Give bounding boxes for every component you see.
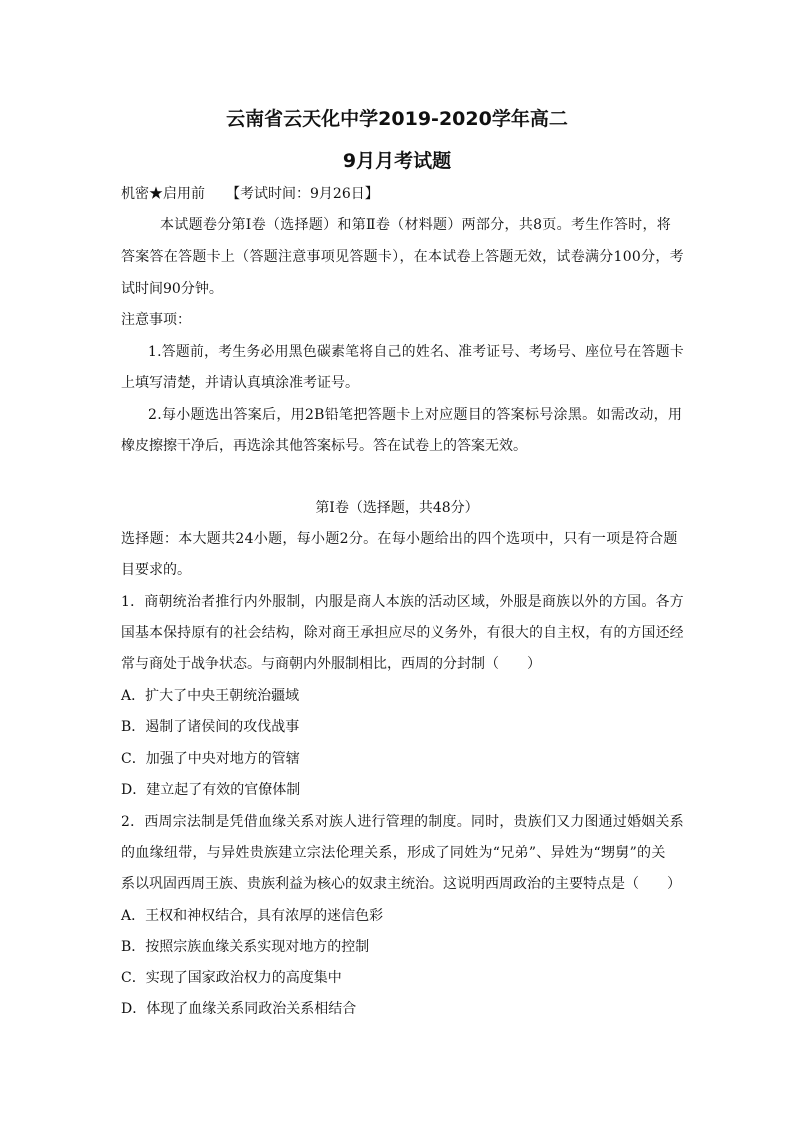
intro-line-2: 答案答在答题卡上（答题注意事项见答题卡），在本试卷上答题无效，试卷满分100分，考 bbox=[121, 249, 684, 265]
question-1-line-3: 常与商处于战争状态。与商朝内外服制相比，西周的分封制（ ） bbox=[121, 656, 541, 672]
question-1-option-c: C．加强了中央对地方的管辖 bbox=[121, 751, 300, 767]
question-2-line-1: 2．西周宗法制是凭借血缘关系对族人进行管理的制度。同时，贵族们又力图通过婚姻关系 bbox=[121, 814, 684, 830]
notice-item1-line2: 上填写清楚，并请认真填涂准考证号。 bbox=[121, 375, 359, 391]
question-2-option-b: B．按照宗族血缘关系实现对地方的控制 bbox=[121, 939, 370, 955]
question-1-line-1: 1．商朝统治者推行内外服制，内服是商人本族的活动区域，外服是商族以外的方国。各方 bbox=[121, 594, 684, 610]
question-1-option-a: A．扩大了中央王朝统治疆域 bbox=[121, 688, 300, 704]
exam-title-line2: 9月月考试题 bbox=[342, 150, 452, 172]
section-heading: 第Ⅰ卷（选择题，共48分） bbox=[315, 500, 479, 516]
section-instructions-line2: 目要求的。 bbox=[121, 562, 191, 578]
question-2-option-d: D．体现了血缘关系同政治关系相结合 bbox=[121, 1001, 357, 1017]
section-instructions-line1: 选择题：本大题共24小题，每小题2分。在每小题给出的四个选项中，只有一项是符合题 bbox=[121, 531, 678, 547]
notice-heading: 注意事项： bbox=[121, 312, 191, 328]
notice-item2-line1: 2.每小题选出答案后，用2B铅笔把答题卡上对应题目的答案标号涂黑。如需改动，用 bbox=[148, 407, 683, 423]
question-2-line-2: 的血缘纽带，与异姓贵族建立宗法伦理关系，形成了同姓为“兄弟”、异姓为“甥舅”的关 bbox=[121, 845, 666, 861]
confidential-meta-line: 机密★启用前 【考试时间：9月26日】 bbox=[121, 186, 379, 202]
question-1-line-2: 国基本保持原有的社会结构，除对商王承担应尽的义务外，有很大的自主权，有的方国还经 bbox=[121, 625, 684, 641]
notice-item1-line1: 1.答题前，考生务必用黑色碳素笔将自己的姓名、准考证号、考场号、座位号在答题卡 bbox=[148, 344, 685, 360]
notice-item2-line2: 橡皮擦擦干净后，再选涂其他答案标号。答在试卷上的答案无效。 bbox=[121, 438, 527, 454]
intro-line-1: 本试题卷分第Ⅰ卷（选择题）和第Ⅱ卷（材料题）两部分，共8页。考生作答时，将 bbox=[160, 217, 672, 233]
question-2-option-c: C．实现了国家政治权力的高度集中 bbox=[121, 970, 342, 986]
exam-title-line1: 云南省云天化中学2019-2020学年高二 bbox=[226, 108, 568, 130]
question-1-option-d: D．建立起了有效的官僚体制 bbox=[121, 782, 301, 798]
question-1-option-b: B．遏制了诸侯间的攻伐战事 bbox=[121, 719, 300, 735]
question-2-option-a: A．王权和神权结合，具有浓厚的迷信色彩 bbox=[121, 908, 384, 924]
question-2-line-3: 系以巩固西周王族、贵族利益为核心的奴隶主统治。这说明西周政治的主要特点是（ ） bbox=[121, 876, 681, 892]
intro-line-3: 试时间90分钟。 bbox=[121, 281, 223, 297]
